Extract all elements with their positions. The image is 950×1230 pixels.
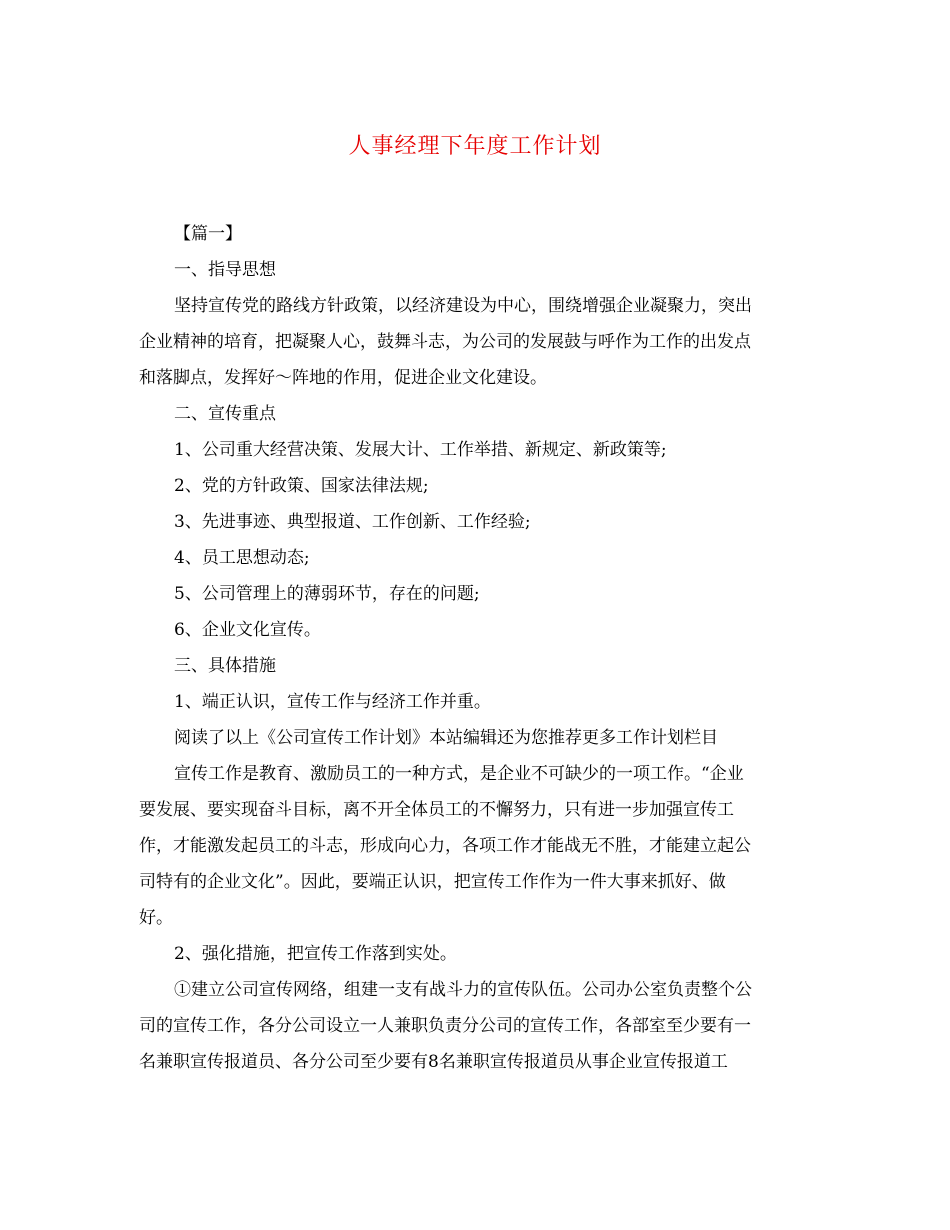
paragraph-line: 一、指导思想 [174,260,276,280]
paragraph-line: 5、公司管理上的薄弱环节，存在的问题; [174,584,480,604]
paragraph-line: ①建立公司宣传网络，组建一支有战斗力的宣传队伍。公司办公室负责整个公 [174,980,752,1000]
document-body [139,216,811,1116]
paragraph [139,720,811,756]
paragraph [139,756,811,936]
paragraph-line: 要发展、要实现奋斗目标，离不开全体员工的不懈努力，只有进一步加强宣传工 [139,800,734,820]
paragraph [139,540,811,576]
paragraph-line: 三、具体措施 [174,656,276,676]
paragraph-line: 宣传工作是教育、激励员工的一种方式，是企业不可缺少的一项工作。“企业 [174,764,744,784]
paragraph-line: 和落脚点，发挥好～阵地的作用，促进企业文化建设。 [139,368,547,388]
paragraph-line: 司的宣传工作，各分公司设立一人兼职负责分公司的宣传工作，各部室至少要有一 [139,1016,751,1036]
paragraph [139,972,811,1116]
paragraph [139,396,811,432]
paragraph-line: 1、端正认识，宣传工作与经济工作并重。 [174,692,491,712]
paragraph [139,936,811,972]
paragraph-line: 名兼职宣传报道员、各分公司至少要有8名兼职宣传报道员从事企业宣传报道工 [139,1052,728,1072]
paragraph-line: 1、公司重大经营决策、发展大计、工作举措、新规定、新政策等; [174,440,667,460]
paragraph-line: 企业精神的培育，把凝聚人心，鼓舞斗志，为公司的发展鼓与呼作为工作的出发点 [139,332,751,352]
paragraph-line: 【篇一】 [174,224,242,244]
paragraph [139,468,811,504]
paragraph [139,576,811,612]
paragraph [139,504,811,540]
paragraph-line: 阅读了以上《公司宣传工作计划》本站编辑还为您推荐更多工作计划栏目 [174,728,718,748]
paragraph-line: 作，才能激发起员工的斗志，形成向心力，各项工作才能战无不胜，才能建立起公 [139,836,751,856]
paragraph [139,432,811,468]
paragraph-line: 4、员工思想动态; [174,548,310,568]
paragraph-line [139,1080,811,1116]
paragraph [139,648,811,684]
paragraph [139,216,811,252]
paragraph-line: 司特有的企业文化”。因此，要端正认识，把宣传工作作为一件大事来抓好、做 [139,872,726,892]
paragraph-line: 2、党的方针政策、国家法律法规; [174,476,429,496]
paragraph [139,684,811,720]
paragraph-line: 2、强化措施，把宣传工作落到实处。 [174,944,457,964]
paragraph-line: 坚持宣传党的路线方针政策，以经济建设为中心，围绕增强企业凝聚力，突出 [174,296,752,316]
paragraph [139,288,811,396]
paragraph-line: 6、企业文化宣传。 [174,620,321,640]
document-title: 人事经理下年度工作计划 [348,134,602,159]
paragraph [139,252,811,288]
paragraph [139,612,811,648]
paragraph-line: 好。 [139,908,173,928]
paragraph-line: 二、宣传重点 [174,404,276,424]
paragraph-line: 3、先进事迹、典型报道、工作创新、工作经验; [174,512,531,532]
